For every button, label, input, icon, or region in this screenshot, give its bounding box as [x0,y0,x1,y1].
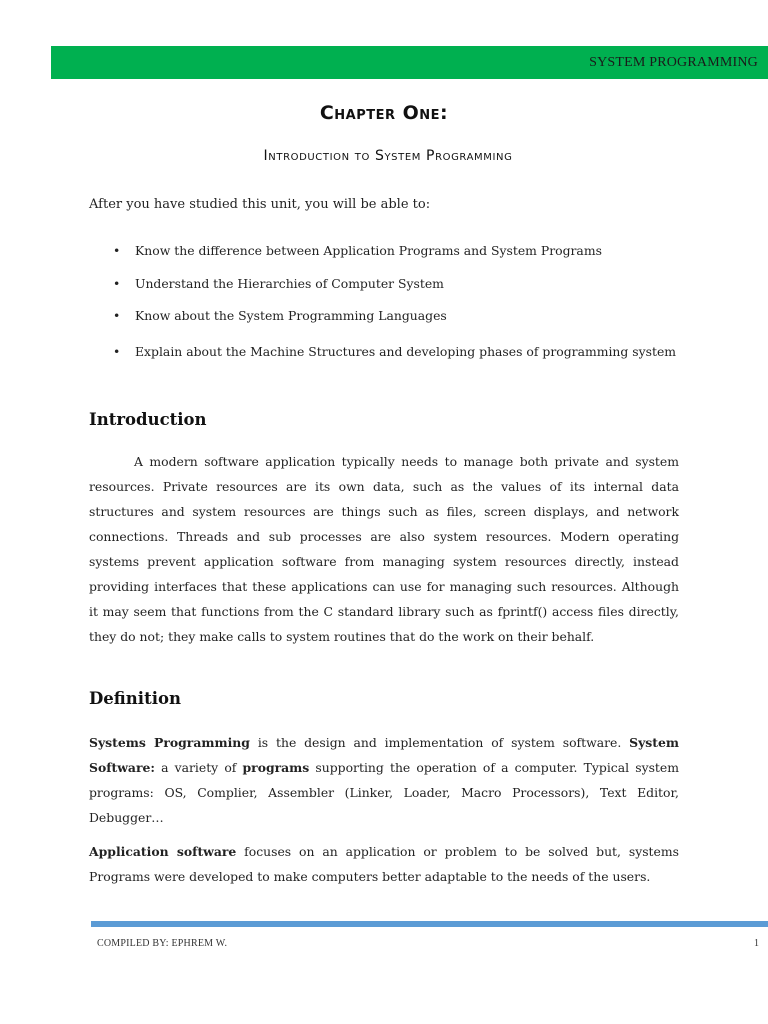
definition-text: supporting the operation of a computer. Typical system programs: OS, Complier, Assembler (Linker, Loader, Macro Processors), Text Editor, Debugger… [89,760,679,825]
footer-author: COMPILED BY: EPHREM W. [97,938,228,949]
header-bar [51,46,768,79]
objective-item [113,271,679,296]
objective-item [113,238,679,263]
chapter-title: Chapter One: [319,102,449,124]
running-header-title: SYSTEM PROGRAMMING [589,55,758,70]
objective-text: Know the difference between Application Programs and System Programs [135,243,602,258]
objective-item [113,339,679,364]
definition-text: focuses on an application or problem to be solved but, systems Programs were developed to make computers better adaptable to the needs of the users. [89,844,679,884]
introduction-heading: Introduction [89,410,207,429]
objective-text: Understand the Hierarchies of Computer System [135,276,444,291]
definition-text: a variety of [154,760,243,775]
definition-text: is the design and implementation of system software. [249,735,630,750]
bullet-icon: • [113,243,121,258]
objectives-intro: After you have studied this unit, you will be able to: [89,197,431,212]
objective-text: Explain about the Machine Structures and developing phases of programming system [135,344,677,359]
bullet-icon: • [113,344,121,359]
chapter-subtitle: Introduction to System Programming [263,148,513,164]
definition-paragraph-2 [89,839,679,889]
term-system-software: System Software: [89,735,679,775]
bullet-icon: • [113,276,121,291]
objective-text: Know about the System Programming Languages [135,308,447,323]
page-number: 1 [754,938,759,949]
term-systems-programming: Systems Programming [89,735,250,750]
objective-item [113,303,679,328]
bullet-icon: • [113,308,121,323]
introduction-paragraph: A modern software application typically needs to manage both private and system resources. Private resources are its own data, such as the values of its internal data structures and system resources are things such as files, screen displays, and network connections. Threads and sub processes are also system resources. Modern operating systems prevent application software from managing system resources directly, instead providing interfaces that these applications can use for managing such resources. Although it may seem that functions from the C standard library such as fprintf() access files directly, they do not; they make calls to system routines that do the work on their behalf. [89,454,679,644]
definition-paragraph-1 [89,730,679,830]
definition-heading: Definition [89,689,181,708]
term-application-software: Application software [89,844,237,859]
footer-divider [91,921,768,927]
term-programs: programs [242,760,310,775]
